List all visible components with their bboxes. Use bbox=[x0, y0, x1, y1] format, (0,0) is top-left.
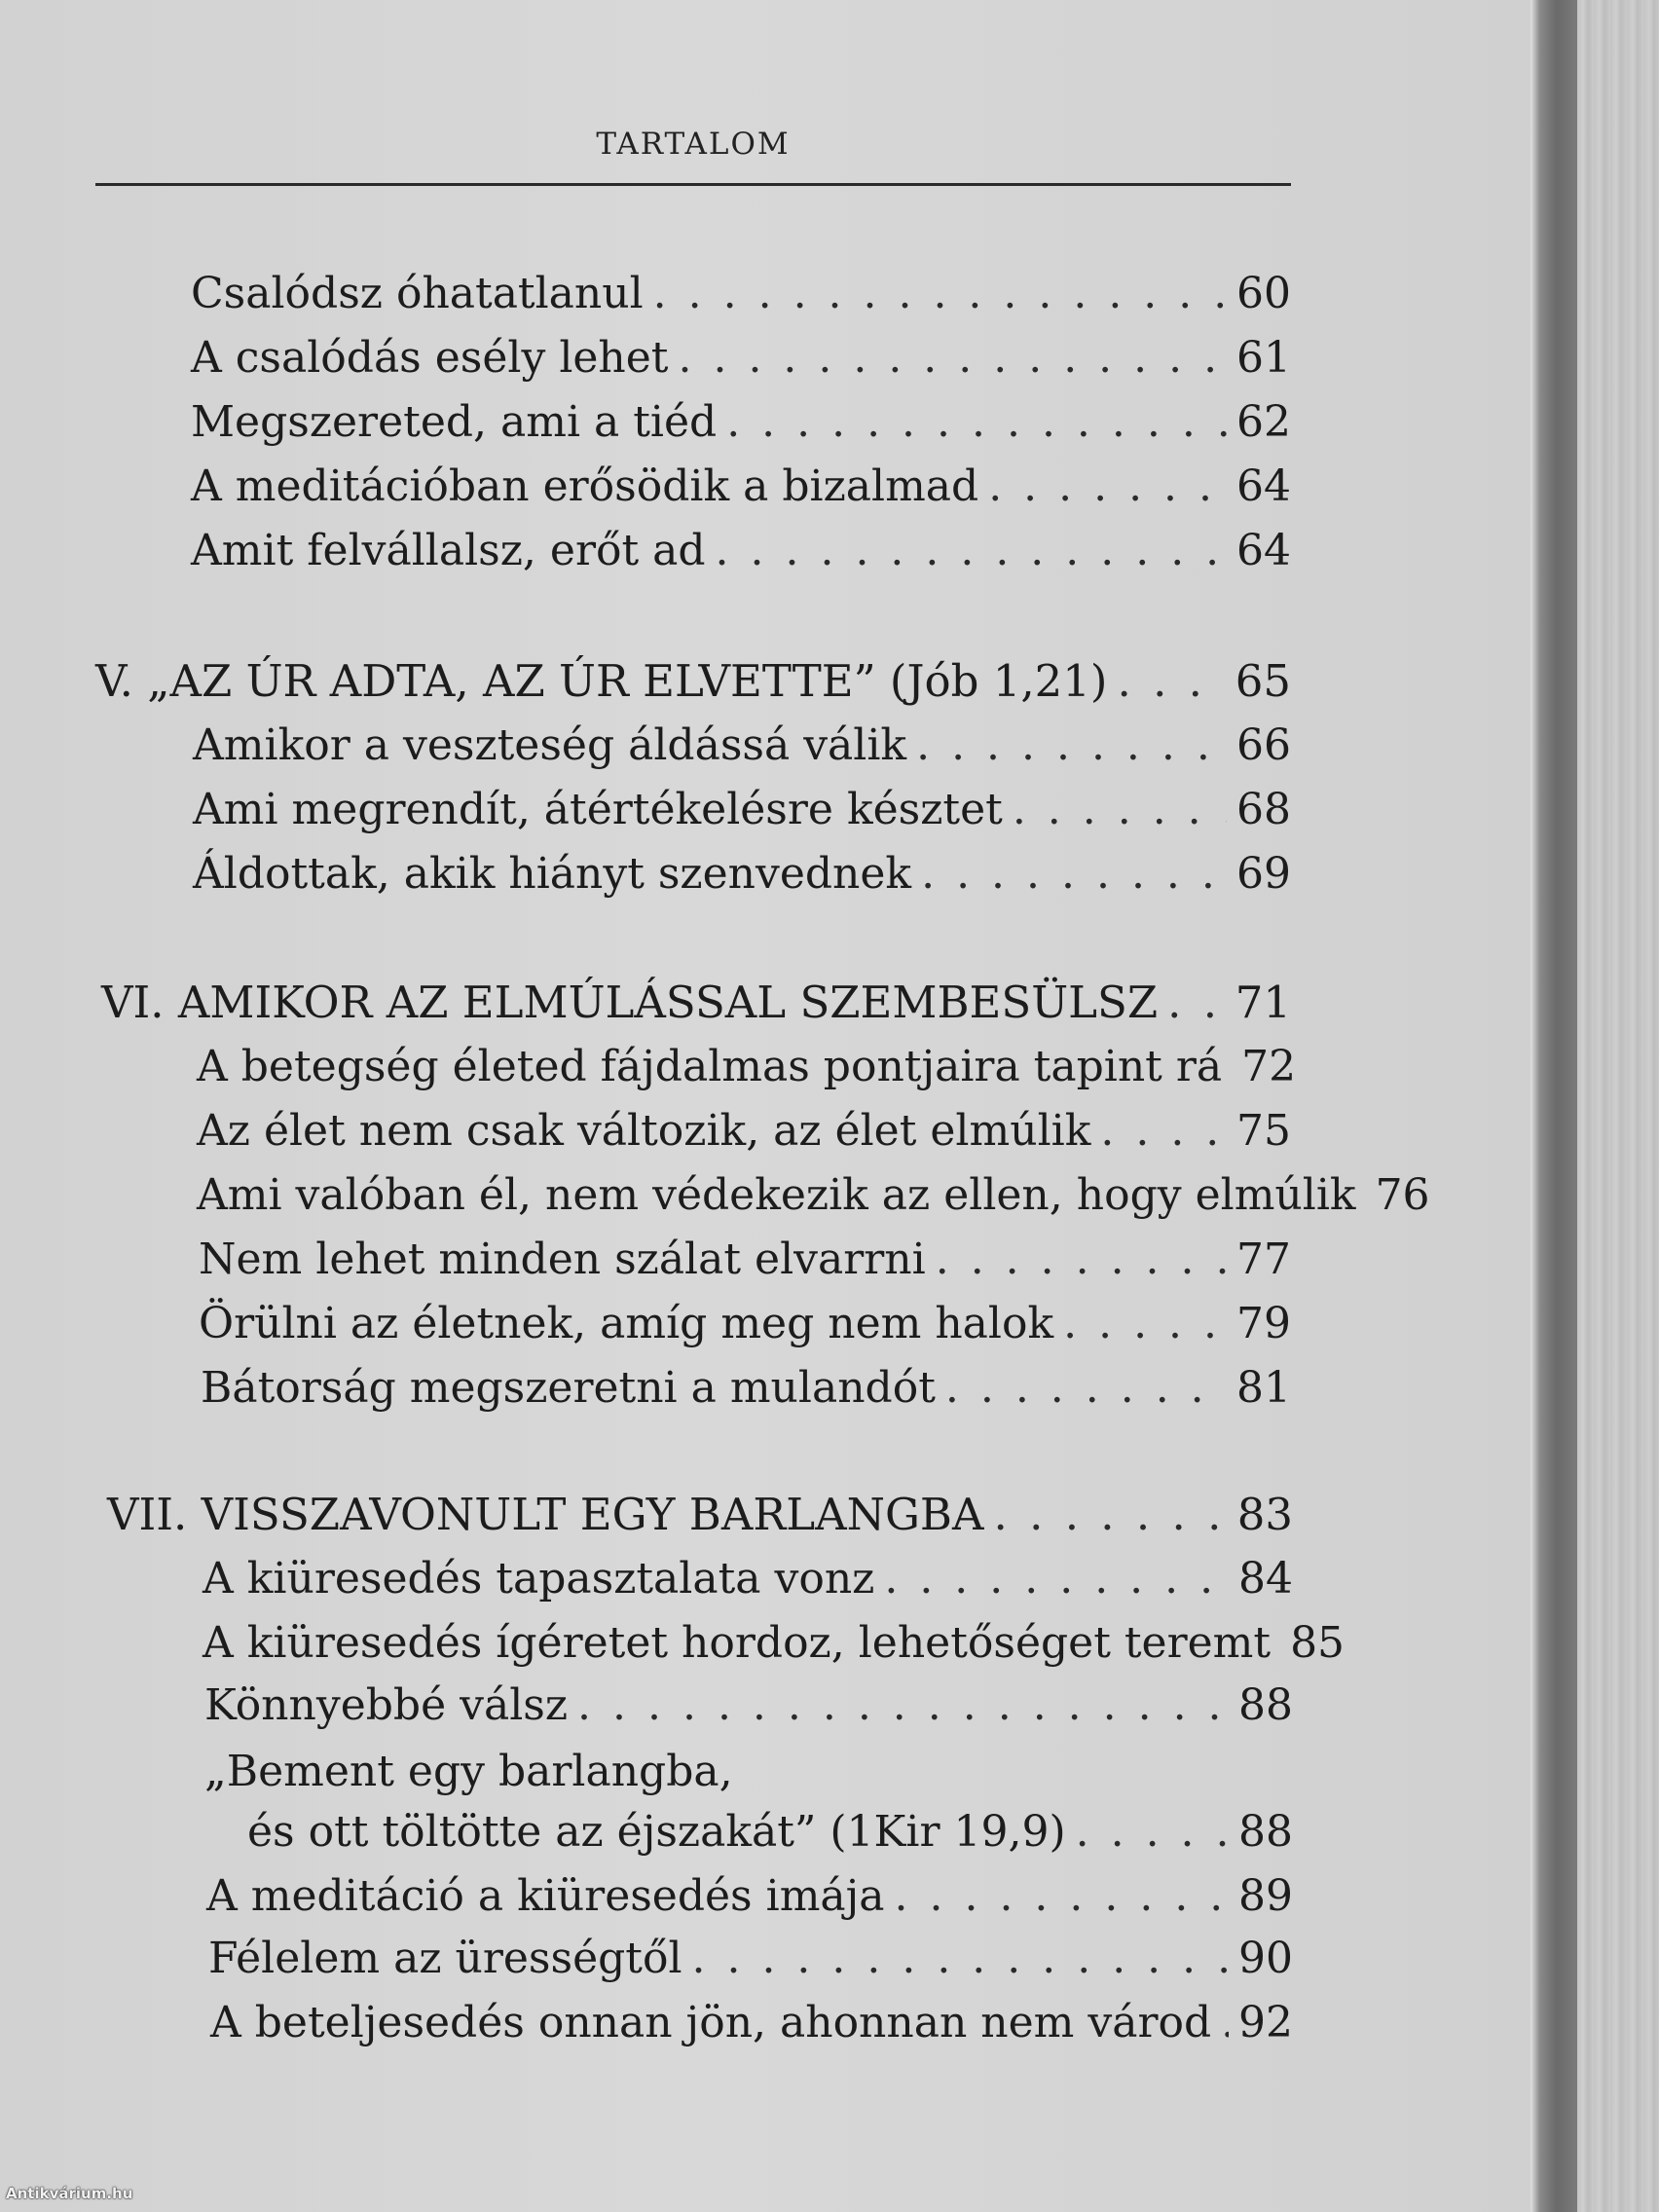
toc-page-number: 90 bbox=[1238, 1934, 1293, 1983]
toc-chapter-title: V. „AZ ÚR ADTA, AZ ÚR ELVETTE” (Jób 1,21) bbox=[95, 655, 1108, 707]
toc-entry-title: A kiüresedés ígéretet hordoz, lehetőséget teremt bbox=[203, 1618, 1272, 1668]
toc-entry-title: Áldottak, akik hiányt szenvednek bbox=[193, 849, 912, 899]
toc-page-number: 84 bbox=[1238, 1554, 1293, 1604]
toc-page-number: 64 bbox=[1236, 526, 1291, 575]
toc-entry-title: A meditációban erősödik a bizalmad bbox=[191, 461, 979, 511]
toc-page-number: 77 bbox=[1236, 1235, 1291, 1284]
toc-entry-title: Csalódsz óhatatlanul bbox=[191, 269, 644, 318]
toc-entry bbox=[197, 1166, 1430, 1225]
dot-leader bbox=[1167, 974, 1226, 1032]
toc-entry bbox=[193, 845, 1291, 903]
toc-page-number: 65 bbox=[1235, 655, 1291, 707]
dot-leader bbox=[884, 1550, 1229, 1608]
toc-entry bbox=[191, 522, 1291, 580]
toc-page-number: 85 bbox=[1290, 1618, 1346, 1668]
dot-leader bbox=[1063, 1295, 1227, 1353]
toc-entry-title: és ott töltötte az éjszakát” (1Kir 19,9) bbox=[247, 1807, 1066, 1857]
toc-page-number: 75 bbox=[1236, 1106, 1291, 1156]
toc-chapter-entry bbox=[101, 974, 1291, 1032]
book-spine-edge bbox=[1530, 0, 1577, 2212]
toc-entry-title: A csalódás esély lehet bbox=[191, 333, 669, 383]
dot-leader bbox=[936, 1231, 1227, 1289]
toc-entry bbox=[206, 1867, 1293, 1926]
dot-leader bbox=[945, 1359, 1227, 1418]
toc-entry-title: Ami megrendít, átértékelésre késztet bbox=[193, 785, 1003, 834]
dot-leader bbox=[1100, 1102, 1227, 1161]
toc-entry bbox=[247, 1803, 1293, 1862]
toc-entry-title: Megszereted, ami a tiéd bbox=[191, 397, 718, 447]
toc-page-number: 71 bbox=[1235, 977, 1291, 1028]
toc-page-number: 61 bbox=[1236, 333, 1291, 383]
toc-page-number: 76 bbox=[1375, 1170, 1430, 1220]
toc-entry-title: Könnyebbé válsz bbox=[204, 1680, 569, 1730]
toc-entry bbox=[191, 329, 1291, 387]
dot-leader bbox=[988, 458, 1227, 516]
watermark: Antikvárium.hu bbox=[6, 2185, 133, 2202]
toc-entry-title: Amikor a veszteség áldássá válik bbox=[193, 720, 907, 770]
toc-entry bbox=[203, 1614, 1346, 1673]
toc-entry bbox=[203, 1550, 1293, 1608]
dot-leader bbox=[716, 522, 1227, 580]
dot-leader bbox=[1117, 652, 1225, 711]
toc-entry bbox=[199, 1295, 1291, 1353]
toc-entry bbox=[191, 393, 1291, 452]
toc-page-number: 64 bbox=[1236, 461, 1291, 511]
toc-entry bbox=[197, 1038, 1297, 1096]
toc-entry bbox=[191, 265, 1291, 323]
toc-entry-title: Örülni az életnek, amíg meg nem halok bbox=[199, 1299, 1054, 1348]
toc-entry-title: A betegség életed fájdalmas pontjaira tapint rá bbox=[197, 1042, 1223, 1091]
dot-leader bbox=[692, 1930, 1229, 1988]
toc-page-number: 66 bbox=[1236, 720, 1291, 770]
toc-chapter-title: VII. VISSZAVONULT EGY BARLANGBA bbox=[107, 1489, 984, 1540]
toc-page-number: 92 bbox=[1238, 1998, 1293, 2047]
dot-leader bbox=[993, 1486, 1227, 1544]
dot-leader bbox=[577, 1677, 1229, 1735]
toc-page-number: 83 bbox=[1236, 1489, 1293, 1540]
toc-entry bbox=[191, 458, 1291, 516]
toc-entry bbox=[210, 1994, 1293, 2052]
toc-chapter-entry bbox=[107, 1486, 1293, 1544]
toc-page-number: 69 bbox=[1236, 849, 1291, 899]
toc-entry bbox=[204, 1677, 1293, 1735]
toc-page-number: 81 bbox=[1236, 1363, 1291, 1413]
toc-entry-title: Félelem az ürességtől bbox=[208, 1934, 682, 1983]
toc-page-number: 62 bbox=[1236, 397, 1291, 447]
toc-entry bbox=[208, 1930, 1293, 1988]
toc-entry bbox=[197, 1102, 1291, 1161]
toc-entry bbox=[193, 717, 1291, 775]
header-rule bbox=[95, 183, 1291, 186]
toc-entry-title-line: „Bement egy barlangba, bbox=[204, 1747, 733, 1796]
toc-entry bbox=[201, 1359, 1291, 1418]
toc-entry-title: Ami valóban él, nem védekezik az ellen, hogy elmúlik bbox=[197, 1170, 1356, 1220]
toc-entry-title: A beteljesedés onnan jön, ahonnan nem várod bbox=[210, 1998, 1212, 2047]
dot-leader bbox=[653, 265, 1227, 323]
toc-page-number: 68 bbox=[1236, 785, 1291, 834]
toc-page-number: 79 bbox=[1236, 1299, 1291, 1348]
toc-chapter-title: VI. AMIKOR AZ ELMÚLÁSSAL SZEMBESÜLSZ bbox=[101, 977, 1159, 1028]
running-head: TARTALOM bbox=[596, 127, 791, 162]
toc-entry-title: Nem lehet minden szálat elvarrni bbox=[199, 1235, 926, 1284]
toc-entry bbox=[199, 1231, 1291, 1289]
dot-leader bbox=[916, 717, 1227, 775]
toc-page-number: 72 bbox=[1241, 1042, 1297, 1091]
toc-entry-title: A kiüresedés tapasztalata vonz bbox=[203, 1554, 875, 1604]
background-surface bbox=[1577, 0, 1659, 2212]
dot-leader bbox=[921, 845, 1227, 903]
dot-leader bbox=[1221, 1994, 1229, 2052]
toc-entry-title: Az élet nem csak változik, az élet elmúlik bbox=[197, 1106, 1091, 1156]
toc-entry bbox=[193, 781, 1291, 839]
toc-entry-title: A meditáció a kiüresedés imája bbox=[206, 1871, 885, 1921]
dot-leader bbox=[679, 329, 1228, 387]
dot-leader bbox=[895, 1867, 1229, 1926]
toc-page-number: 60 bbox=[1236, 269, 1291, 318]
dot-leader bbox=[1013, 781, 1227, 839]
toc-page-number: 89 bbox=[1238, 1871, 1293, 1921]
toc-page-number: 88 bbox=[1238, 1807, 1293, 1857]
dot-leader bbox=[1076, 1803, 1229, 1862]
toc-entry-title: Amit felvállalsz, erőt ad bbox=[191, 526, 706, 575]
dot-leader bbox=[726, 393, 1227, 452]
toc-page-number: 88 bbox=[1238, 1680, 1293, 1730]
toc-entry-title: Bátorság megszeretni a mulandót bbox=[201, 1363, 936, 1413]
toc-chapter-entry bbox=[95, 652, 1291, 711]
